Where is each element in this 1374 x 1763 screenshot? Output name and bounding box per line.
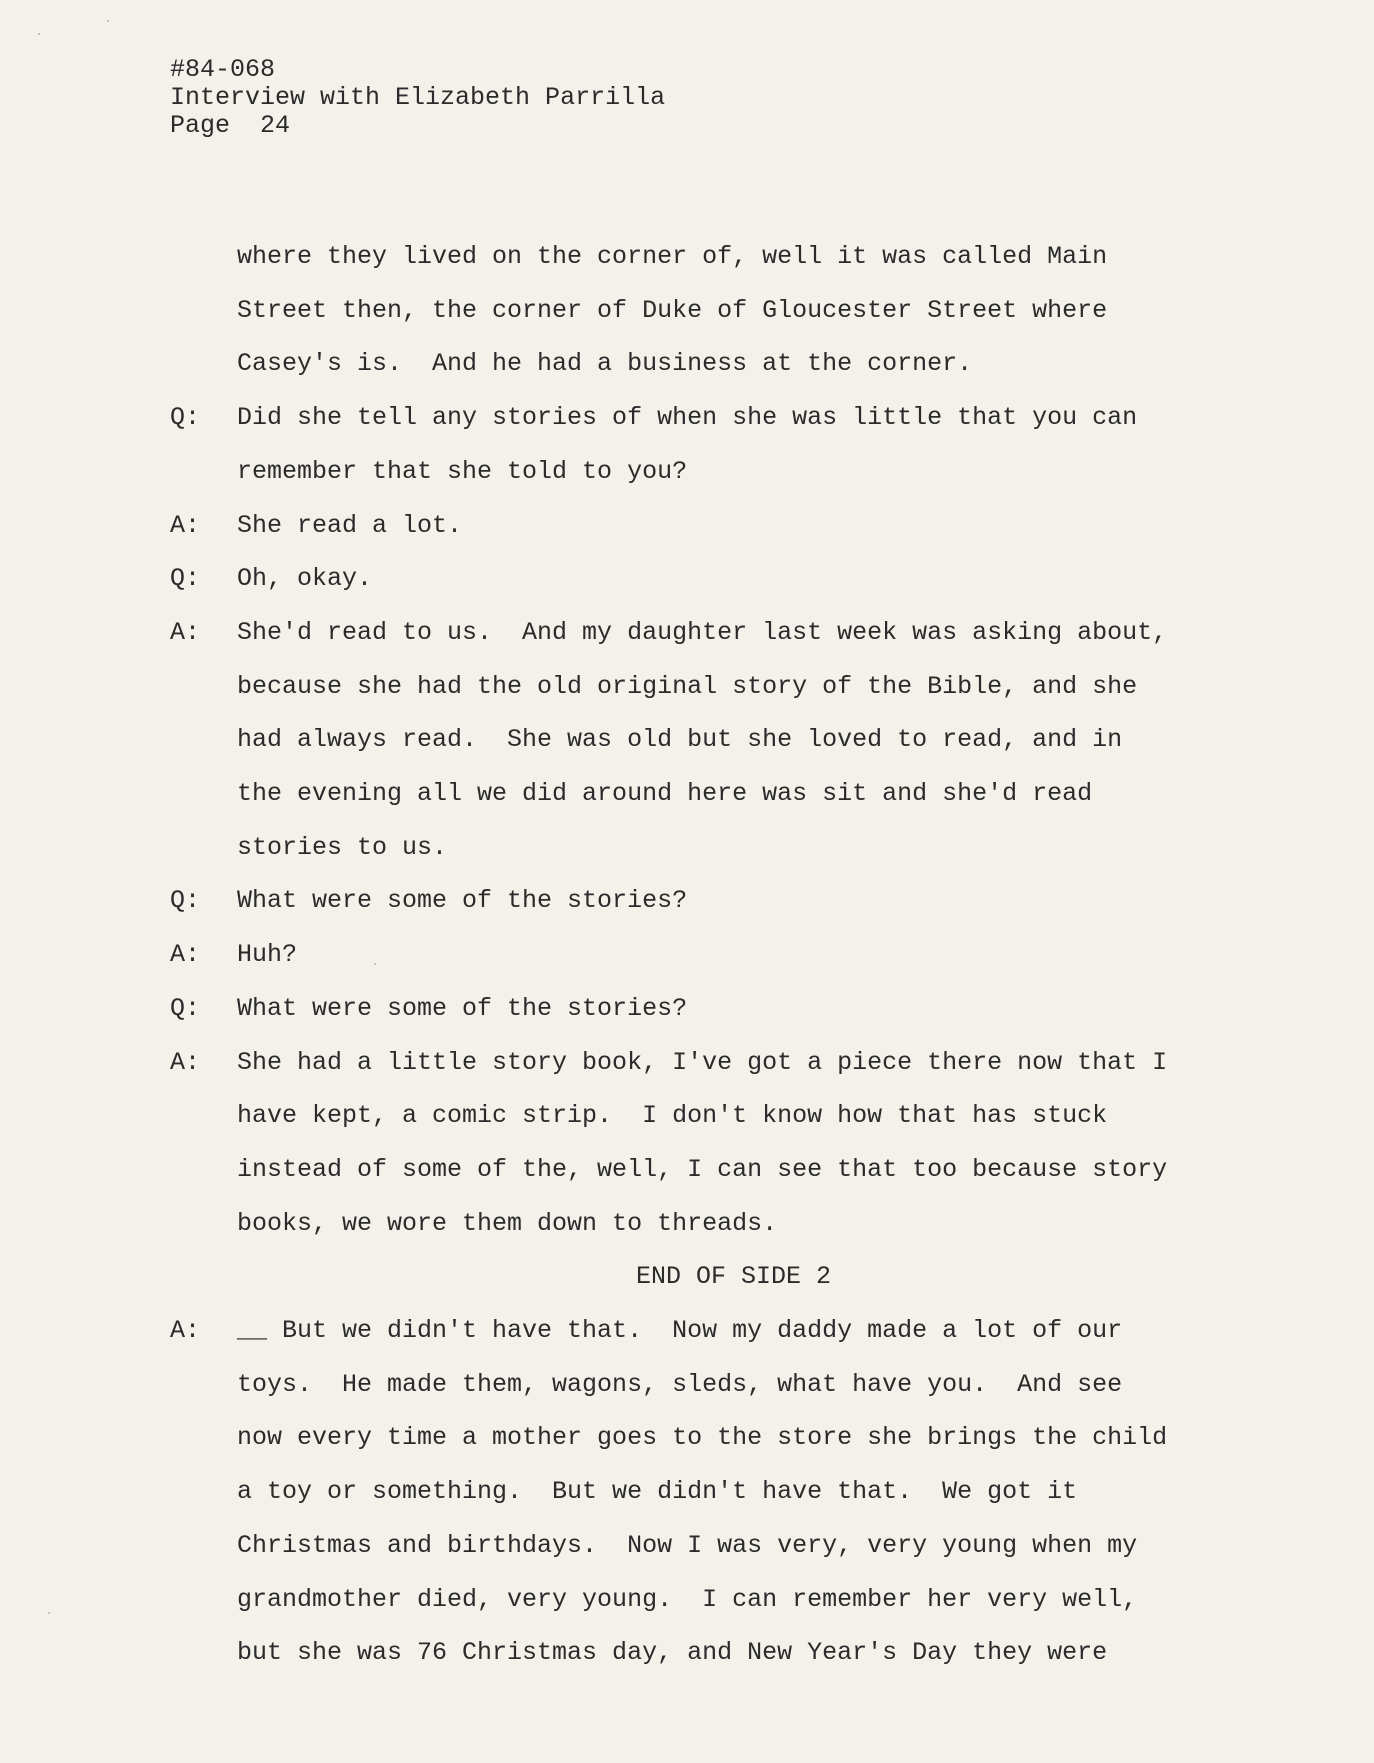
speaker-label: Q:: [170, 993, 201, 1023]
text-line: books, we wore them down to threads.: [237, 1208, 778, 1238]
text-line: have kept, a comic strip. I don't know how that has stuck: [237, 1101, 1108, 1131]
transcript-entry: [170, 982, 1230, 1036]
speaker-label: A:: [170, 617, 201, 647]
transcript-entry: [170, 552, 1230, 606]
text-line: now every time a mother goes to the store she brings the child: [237, 1423, 1168, 1453]
section-break: END OF SIDE 2: [635, 1262, 832, 1292]
transcript-entry: [170, 874, 1230, 928]
document-number: #84-068: [170, 55, 276, 84]
text-line: grandmother died, very young. I can remember her very well,: [237, 1584, 1138, 1614]
text-line: Street then, the corner of Duke of Gloucester Street where: [237, 295, 1108, 325]
text-line: toys. He made them, wagons, sleds, what have you. And see: [237, 1369, 1123, 1399]
text-line: Christmas and birthdays. Now I was very, very young when my: [237, 1530, 1138, 1560]
speaker-label: A:: [170, 510, 201, 540]
speaker-label: A:: [170, 940, 201, 970]
interview-title: Interview with Elizabeth Parrilla: [170, 83, 666, 112]
text-line: Oh, okay.: [237, 564, 373, 594]
text-line: a toy or something. But we didn't have that. We got it: [237, 1477, 1078, 1507]
text-line: because she had the old original story of the Bible, and she: [237, 671, 1138, 701]
entry-text: [237, 1304, 1230, 1680]
paper-speck: [374, 963, 376, 965]
transcript-body: [170, 230, 1230, 1680]
text-line: Casey's is. And he had a business at the corner.: [237, 349, 973, 379]
speaker-label: Q:: [170, 403, 201, 433]
text-line: __ But we didn't have that. Now my daddy made a lot of our: [237, 1316, 1123, 1346]
speaker-label: Q:: [170, 886, 201, 916]
speaker-label: A:: [170, 1047, 201, 1077]
entry-text: [237, 928, 1230, 982]
text-line: What were some of the stories?: [237, 886, 688, 916]
paper-speck: [48, 1612, 50, 1614]
text-line: instead of some of the, well, I can see that too because story: [237, 1154, 1168, 1184]
transcript-entry: [170, 606, 1230, 875]
text-line: remember that she told to you?: [237, 456, 688, 486]
entry-text: [237, 1036, 1230, 1251]
entry-text: [237, 982, 1230, 1036]
transcript-entry: [170, 1304, 1230, 1680]
text-line: the evening all we did around here was sit and she'd read: [237, 779, 1093, 809]
text-line: stories to us.: [237, 832, 448, 862]
entry-text: [237, 874, 1230, 928]
transcript-entry: [170, 391, 1230, 498]
text-line: where they lived on the corner of, well it was called Main: [237, 242, 1108, 271]
entry-text: [237, 391, 1230, 498]
entry-text: [237, 552, 1230, 606]
entry-text: [237, 499, 1230, 553]
document-header: [170, 56, 665, 140]
text-line: Did she tell any stories of when she was little that you can: [237, 403, 1138, 433]
text-line: had always read. She was old but she loved to read, and in: [237, 725, 1123, 755]
entry-text: [237, 606, 1230, 875]
text-line: Huh?: [237, 940, 298, 970]
transcript-entry: [170, 928, 1230, 982]
transcript-entry: [170, 499, 1230, 553]
page-number: Page 24: [170, 111, 291, 140]
transcript-entry: [170, 230, 1230, 391]
text-line: She'd read to us. And my daughter last week was asking about,: [237, 617, 1168, 647]
text-line: but she was 76 Christmas day, and New Year's Day they were: [237, 1638, 1108, 1668]
paper-speck: [38, 33, 40, 35]
entry-text: [237, 230, 1230, 391]
speaker-label: A:: [170, 1316, 201, 1346]
text-line: What were some of the stories?: [237, 993, 688, 1023]
text-line: She read a lot.: [237, 510, 463, 540]
text-line: She had a little story book, I've got a piece there now that I: [237, 1047, 1168, 1077]
speaker-label: Q:: [170, 564, 201, 594]
transcript-entry: [170, 1036, 1230, 1251]
paper-speck: [107, 20, 109, 22]
